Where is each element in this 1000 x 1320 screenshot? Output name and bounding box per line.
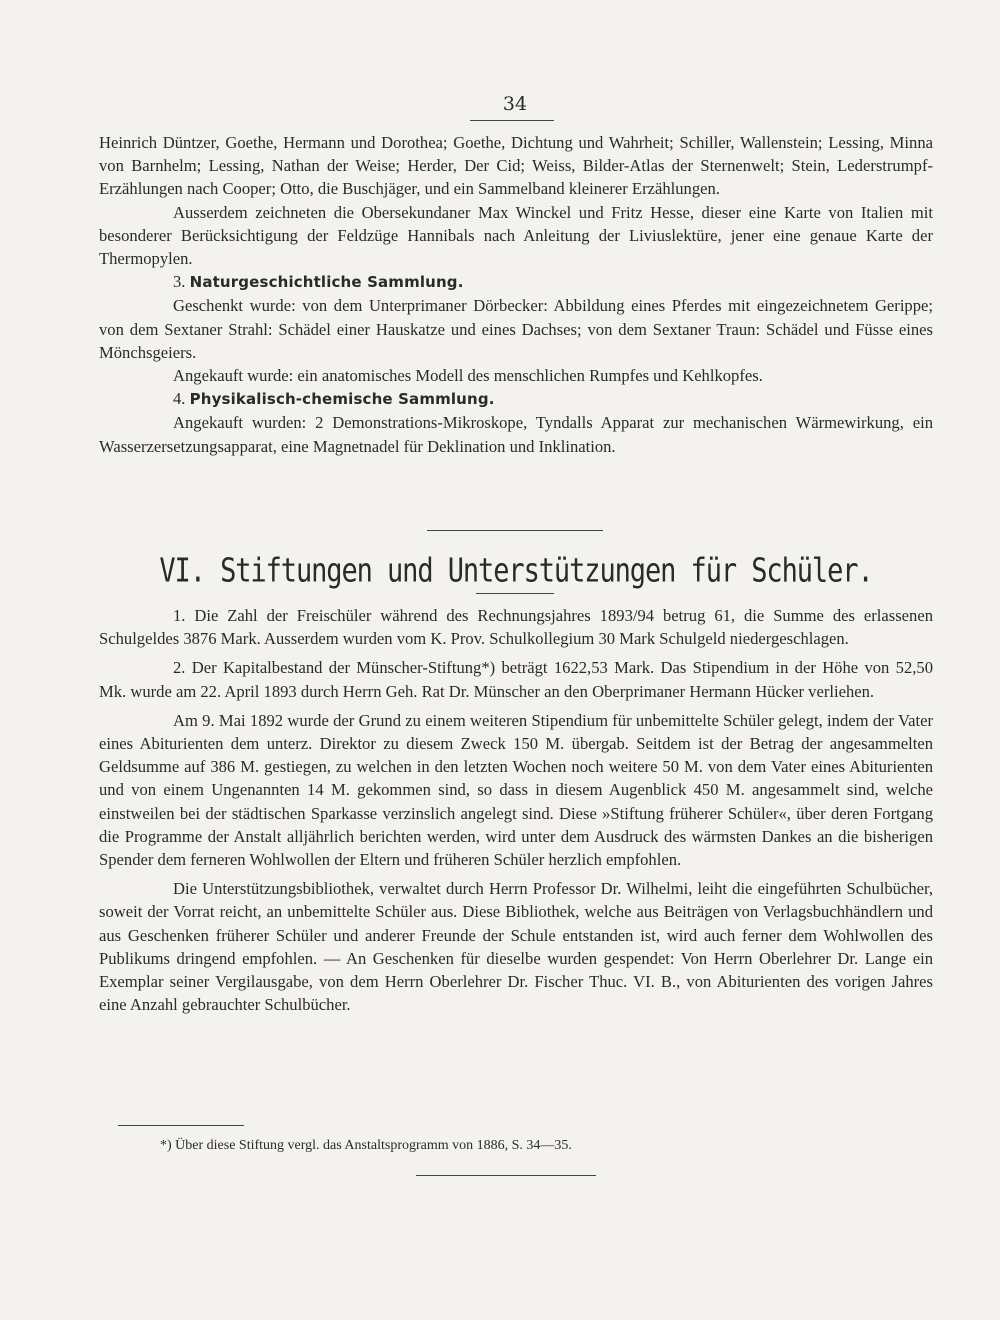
footnote: *) Über diese Stiftung vergl. das Anstaltsprogramm von 1886, S. 34—35. — [160, 1138, 572, 1153]
scholarships-section — [99, 604, 933, 1016]
section-title: Naturgeschichtliche Sammlung. — [189, 273, 464, 292]
end-rule — [416, 1175, 596, 1176]
book-gifts-paragraph: Heinrich Düntzer, Goethe, Hermann und Dorothea; Goethe, Dichtung und Wahrheit; Schiller, Wallenstein; Lessing, Minna von Barnhelm; Lessing, Nathan der Weise; Herder, Der Cid; Weiss, Bilder-Atlas der Sternenwelt; Stein, Lederstrumpf-Erzählungen nach Cooper; Otto, die Buschjäger, und ein Sammelband kleinerer Erzählungen. — [99, 133, 933, 199]
section-title: Physikalisch-chemische Sammlung. — [189, 390, 495, 409]
section-heading-natural-history — [99, 270, 933, 294]
natural-history-purchase: Angekauft wurde: ein anatomisches Modell des menschlichen Rumpfes und Kehlkopfes. — [173, 366, 763, 386]
header-rule — [470, 120, 554, 121]
page-number: 34 — [502, 93, 528, 115]
footnote-rule — [118, 1125, 244, 1126]
natural-history-gifts: Geschenkt wurde: von dem Unterprimaner Dörbecker: Abbildung eines Pferdes mit eingezeichnetem Gerippe; von dem Sextaner Strahl: Schädel einer Hauskatze und eines Dachses; von dem Sextaner Traun: Schädel und Füsse eines Mönchsgeiers. — [99, 296, 933, 362]
section-heading-physics-chemistry — [99, 387, 933, 411]
heading-underline — [476, 593, 554, 594]
section-number: 3. — [173, 272, 186, 292]
physics-purchase: Angekauft wurden: 2 Demonstrations-Mikroskope, Tyndalls Apparat zur mechanischen Wärmewirkung, ein Wasserzersetzungsapparat, eine Magnetnadel für Deklination und Inklination. — [99, 413, 933, 456]
free-pupils-paragraph: 1. Die Zahl der Freischüler während des Rechnungsjahres 1893/94 betrug 61, die Summe des erlassenen Schulgeldes 3876 Mark. Ausserdem wurden vom K. Prov. Schulkollegium 30 Mark Schulgeld niedergeschlagen. — [99, 606, 933, 649]
section-divider — [427, 530, 603, 531]
maps-paragraph: Ausserdem zeichneten die Obersekundaner Max Winckel und Fritz Hesse, dieser eine Karte von Italien mit besonderer Berücksichtigung der Feldzüge Hannibals nach Anleitung der Liviuslektüre, jener eine genaue Karte der Thermopylen. — [99, 202, 933, 269]
support-library-paragraph: Die Unterstützungsbibliothek, verwaltet durch Herrn Professor Dr. Wilhelmi, leiht die eingeführten Schulbücher, soweit der Vorrat reicht, an unbemittelte Schüler aus. Diese Bibliothek, welche aus Beiträgen von Verlagsbuchhändlern und aus Geschenken früherer Schüler und anderer Freunde der Schule entstanden ist, wird auch ferner dem Wohlwollen des Publikums dringend empfohlen. — An Geschenken für dieselbe wurden gespendet: Von Herrn Oberlehrer Dr. Lange ein Exemplar seiner Vergilausgabe, von dem Herrn Oberlehrer Dr. Fischer Thuc. VI. B., von Abiturienten des vorigen Jahres eine Anzahl gebrauchter Schulbücher. — [99, 879, 933, 1015]
new-scholarship-paragraph: Am 9. Mai 1892 wurde der Grund zu einem weiteren Stipendium für unbemittelte Schüler gelegt, indem der Vater eines Abiturienten dem unterz. Direktor zu diesem Zweck 150 M. übergab. Seitdem ist der Betrag der angesammelten Geldsumme auf 386 M. gestiegen, zu welchen in den letzten Wochen noch weitere 50 M. von dem Vater eines Abiturienten und von einem Ungenannten 14 M. gekommen sind, so dass in diesem Augenblick 450 M. angesammelt sind, welche einstweilen bei der städtischen Sparkasse verzinslich angelegt sind. Diese »Stiftung früherer Schüler«, über deren Fortgang die Programme der Anstalt alljährlich berichten werden, wird unter dem Ausdruck des wärmsten Dankes an die bisherigen Spender dem ferneren Wohlwollen der Eltern und früheren Schüler herzlich empfohlen. — [99, 710, 933, 870]
section-number: 4. — [173, 389, 186, 409]
collections-section — [99, 131, 933, 458]
chapter-heading: VI. Stiftungen und Unterstützungen für Schüler. — [159, 552, 873, 590]
muenscher-foundation-paragraph: 2. Der Kapitalbestand der Münscher-Stiftung*) beträgt 1622,53 Mark. Das Stipendium in der Höhe von 52,50 Mk. wurde am 22. April 1893 durch Herrn Geh. Rat Dr. Münscher an den Oberprimaner Hermann Hücker verliehen. — [99, 658, 933, 701]
